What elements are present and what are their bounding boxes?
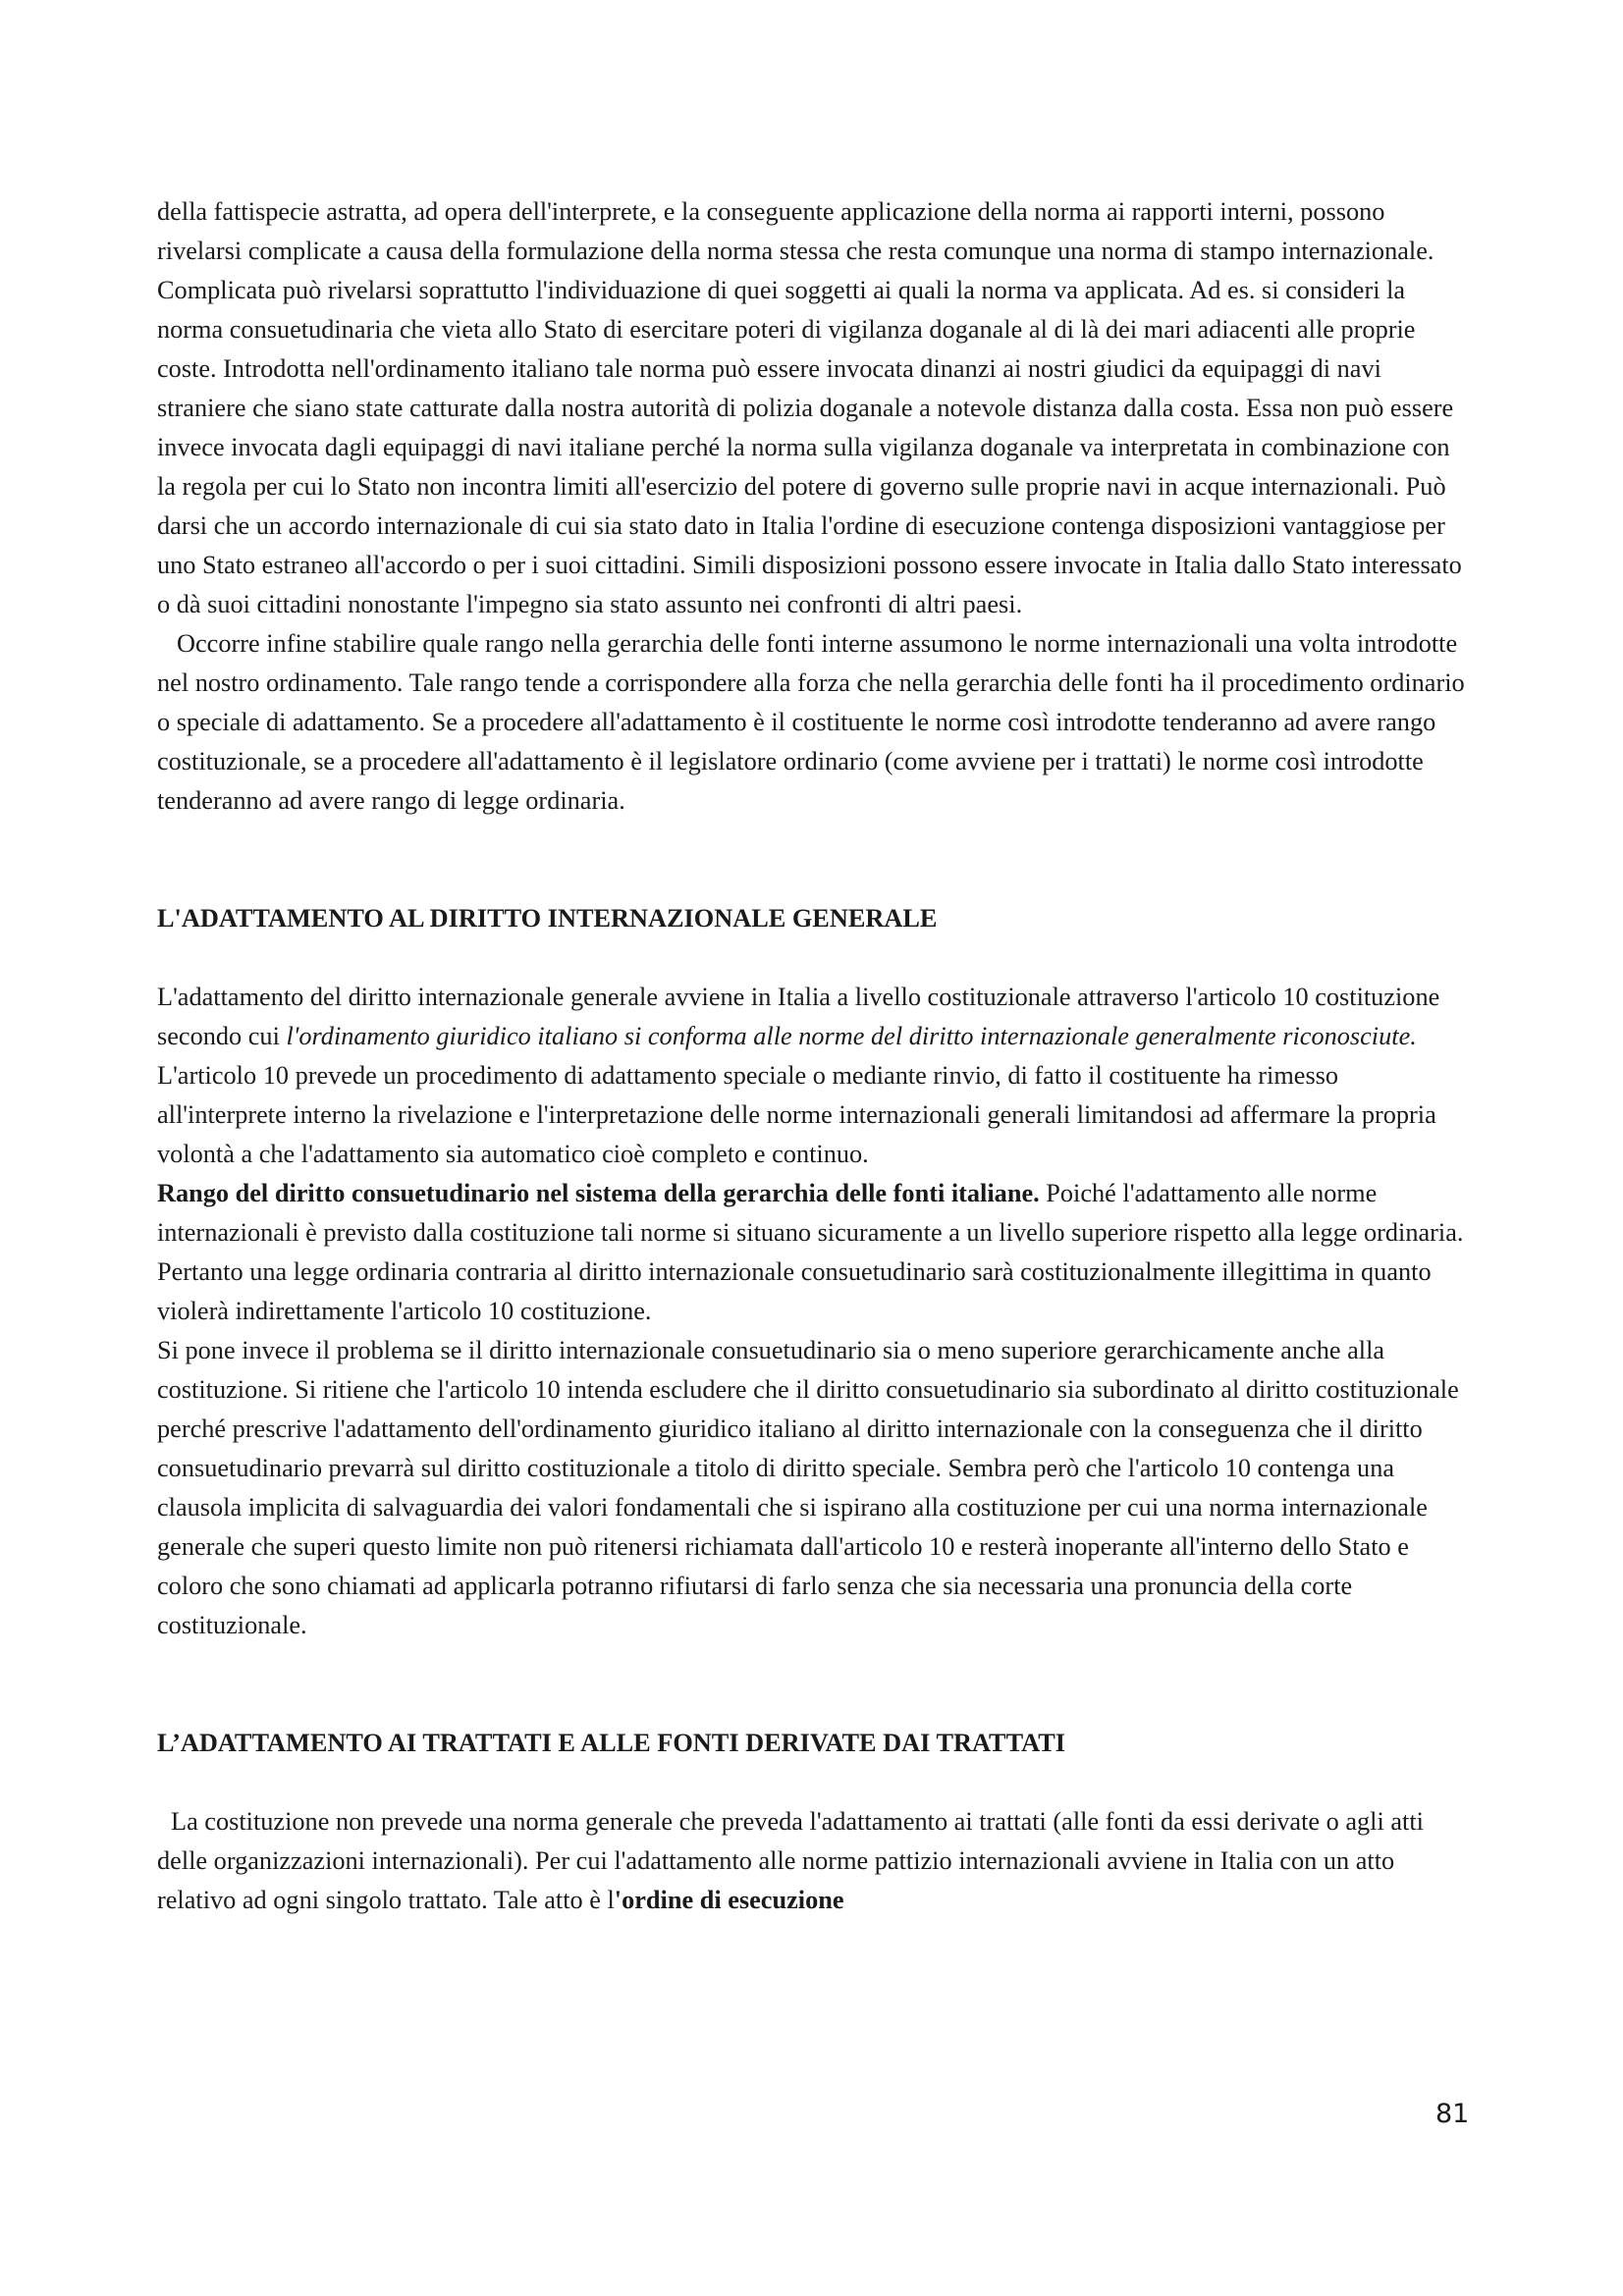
bold-subheading: Rango del diritto consuetudinario nel sistema della gerarchia delle fonti italiane. (157, 1179, 1040, 1207)
section-heading-adattamento-trattati: L’ADATTAMENTO AI TRATTATI E ALLE FONTI DERIVATE DAI TRATTATI (157, 1729, 1065, 1757)
bold-term: 'ordine di esecuzione (614, 1886, 844, 1914)
italic-quote: l'ordinamento giuridico italiano si conforma alle norme del diritto internazionale generalmente riconosciute. (286, 1022, 1417, 1050)
text-run: L'articolo 10 prevede un procedimento di adattamento speciale o mediante rinvio, di fatto il costituente ha rimesso all'interprete interno la rivelazione e l'interpretazione delle norme internazionali generali limitandosi ad affermare la propria volontà a che l'adattamento sia automatico cioè completo e continuo. (157, 1061, 1436, 1168)
paragraph-rango-consuetudinario (157, 1174, 1473, 1331)
paragraph-intro: della fattispecie astratta, ad opera dell'interprete, e la conseguente applicazione della norma ai rapporti interni, possono rivelarsi complicate a causa della formulazione della norma stessa che resta comunque una norma di stampo internazionale. (157, 197, 1434, 265)
paragraph-articolo-10 (157, 978, 1473, 1174)
paragraph-superiorita-costituzione: Si pone invece il problema se il diritto internazionale consuetudinario sia o meno superiore gerarchicamente anche alla costituzione. Si ritiene che l'articolo 10 intenda escludere che il diritto consuetudinario sia subordinato al diritto costituzionale perché prescrive l'adattamento dell'ordinamento giuridico italiano al diritto internazionale con la conseguenza che il diritto consuetudinario prevarrà sul diritto costituzionale a titolo di diritto speciale. Sembra però che l'articolo 10 contenga una clausola implicita di salvaguardia dei valori fondamentali che si ispirano alla costituzione per cui una norma internazionale generale che superi questo limite non può ritenersi richiamata dall'articolo 10 e resterà inoperante all'interno dello Stato e coloro che sono chiamati ad applicarla potranno rifiutarsi di farlo senza che sia necessaria una pronuncia della corte costituzionale. (157, 1336, 1459, 1639)
text-run: L'adattamento del diritto internazionale generale avviene in Italia a livello costituzionale attraverso l'articolo 10 costituzione secondo cui (157, 983, 1440, 1050)
text-run: La costituzione non prevede una norma generale che preveda l'adattamento ai trattati (alle fonti da essi derivate o agli atti delle organizzazioni internazionali). Per cui l'adattamento alle norme pattizio internazionali avviene in Italia con un atto relativo ad ogni singolo trattato. Tale atto è l (157, 1807, 1424, 1914)
paragraph-ordine-esecuzione (157, 1802, 1473, 1920)
section-heading-diritto-internazionale-generale: L'ADATTAMENTO AL DIRITTO INTERNAZIONALE GENERALE (157, 904, 938, 933)
page-number: 81 (1435, 2099, 1470, 2129)
paragraph-individuazione: Complicata può rivelarsi soprattutto l'individuazione di quei soggetti ai quali la norma va applicata. Ad es. si consideri la norma consuetudinaria che vieta allo Stato di esercitare poteri di vigilanza doganale al di là dei mari adiacenti alle proprie coste. Introdotta nell'ordinamento italiano tale norma può essere invocata dinanzi ai nostri giudici da equipaggi di navi straniere che siano state catturate dalla nostra autorità di polizia doganale a notevole distanza dalla costa. Essa non può essere invece invocata dagli equipaggi di navi italiane perché la norma sulla vigilanza doganale va interpretata in combinazione con la regola per cui lo Stato non incontra limiti all'esercizio del potere di governo sulle proprie navi in acque internazionali. Può darsi che un accordo internazionale di cui sia stato dato in Italia l'ordine di esecuzione contenga disposizioni vantaggiose per uno Stato estraneo all'accordo o per i suoi cittadini. Simili disposizioni possono essere invocate in Italia dallo Stato interessato o dà suoi cittadini nonostante l'impegno sia stato assunto nei confronti di altri paesi. (157, 276, 1462, 618)
paragraph-rango: Occorre infine stabilire quale rango nella gerarchia delle fonti interne assumono le norme internazionali una volta introdotte nel nostro ordinamento. Tale rango tende a corrispondere alla forza che nella gerarchia delle fonti ha il procedimento ordinario o speciale di adattamento. Se a procedere all'adattamento è il costituente le norme così introdotte tenderanno ad avere rango costituzionale, se a procedere all'adattamento è il legislatore ordinario (come avviene per i trattati) le norme così introdotte tenderanno ad avere rango di legge ordinaria. (157, 629, 1465, 815)
document-page (157, 192, 1473, 1920)
text-run: Poiché l'adattamento alle norme internazionali è previsto dalla costituzione tali norme si situano sicuramente a un livello superiore rispetto alla legge ordinaria. Pertanto una legge ordinaria contraria al diritto internazionale consuetudinario sarà costituzionalmente illegittima in quanto violerà indirettamente l'articolo 10 costituzione. (157, 1179, 1464, 1325)
